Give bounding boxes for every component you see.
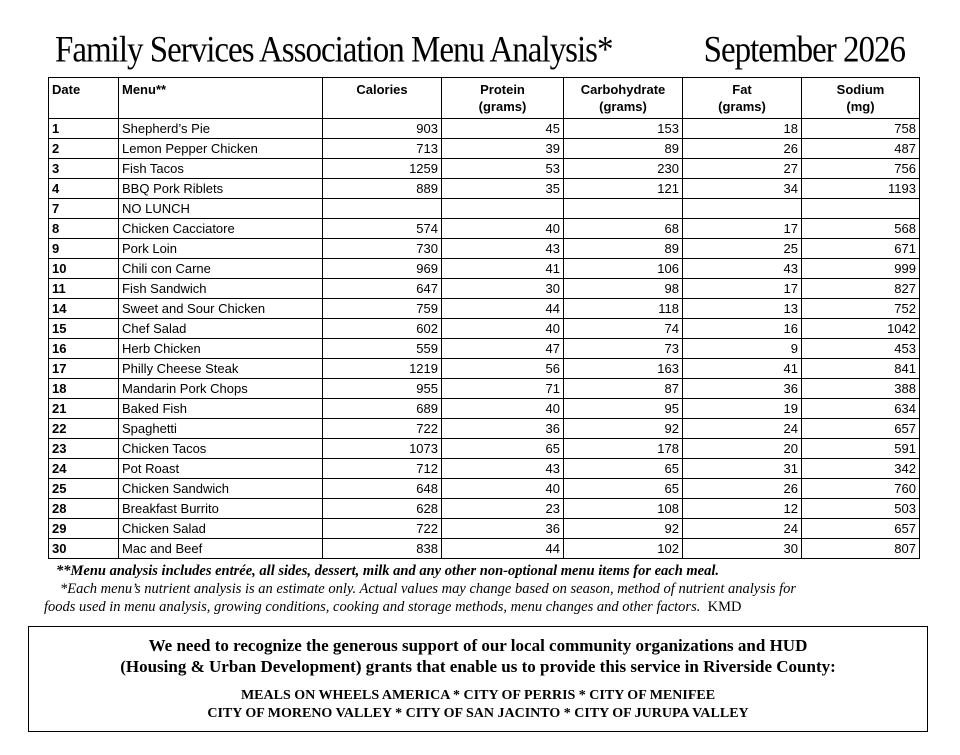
cell-protein: 56 (442, 359, 564, 379)
cell-menu: NO LUNCH (119, 199, 323, 219)
cell-protein: 43 (442, 239, 564, 259)
cell-carbohydrate: 74 (564, 319, 683, 339)
cell-sodium: 807 (802, 539, 920, 559)
cell-calories: 628 (323, 499, 442, 519)
cell-date: 28 (49, 499, 119, 519)
cell-carbohydrate: 87 (564, 379, 683, 399)
support-line-1: We need to recognize the generous support of our local community organizations and HUD (148, 636, 808, 655)
cell-sodium: 487 (802, 139, 920, 159)
cell-carbohydrate: 178 (564, 439, 683, 459)
cell-sodium (802, 199, 920, 219)
month-label: September 2026 (703, 30, 905, 71)
cell-menu: Philly Cheese Steak (119, 359, 323, 379)
table-row (49, 359, 920, 379)
cell-protein: 40 (442, 479, 564, 499)
cell-protein: 40 (442, 399, 564, 419)
cell-date: 18 (49, 379, 119, 399)
header-unit: (grams) (599, 99, 647, 114)
cell-menu: Breakfast Burrito (119, 499, 323, 519)
cell-sodium: 999 (802, 259, 920, 279)
cell-sodium: 752 (802, 299, 920, 319)
table-row (49, 539, 920, 559)
table-row (49, 379, 920, 399)
cell-fat: 17 (683, 279, 802, 299)
cell-calories: 730 (323, 239, 442, 259)
cell-sodium: 657 (802, 519, 920, 539)
cell-menu: Shepherd’s Pie (119, 119, 323, 139)
cell-date: 9 (49, 239, 119, 259)
cell-date: 2 (49, 139, 119, 159)
cell-carbohydrate: 230 (564, 159, 683, 179)
table-row (49, 259, 920, 279)
cell-menu: BBQ Pork Riblets (119, 179, 323, 199)
cell-protein: 44 (442, 299, 564, 319)
cell-protein: 43 (442, 459, 564, 479)
header-label: Carbohydrate (580, 82, 666, 97)
cell-fat: 41 (683, 359, 802, 379)
table-row (49, 219, 920, 239)
cell-protein (442, 199, 564, 219)
cell-protein: 30 (442, 279, 564, 299)
cell-carbohydrate: 118 (564, 299, 683, 319)
cell-sodium: 342 (802, 459, 920, 479)
table-header-row (49, 78, 920, 119)
cell-fat: 25 (683, 239, 802, 259)
support-box (28, 626, 928, 732)
cell-date: 3 (49, 159, 119, 179)
cell-carbohydrate: 95 (564, 399, 683, 419)
estimate-footnote-text: foods used in menu analysis, growing conditions, cooking and storage methods, menu changes and other factors. (44, 599, 701, 615)
cell-calories: 1073 (323, 439, 442, 459)
cell-sodium: 841 (802, 359, 920, 379)
cell-carbohydrate: 89 (564, 139, 683, 159)
cell-calories: 722 (323, 519, 442, 539)
cell-calories: 955 (323, 379, 442, 399)
cell-fat: 18 (683, 119, 802, 139)
cell-calories: 574 (323, 219, 442, 239)
cell-menu: Chili con Carne (119, 259, 323, 279)
cell-date: 17 (49, 359, 119, 379)
cell-date: 4 (49, 179, 119, 199)
cell-menu: Lemon Pepper Chicken (119, 139, 323, 159)
cell-date: 10 (49, 259, 119, 279)
cell-protein: 71 (442, 379, 564, 399)
cell-menu: Chicken Sandwich (119, 479, 323, 499)
table-body (49, 119, 920, 559)
cell-menu: Mandarin Pork Chops (119, 379, 323, 399)
table-row (49, 339, 920, 359)
table-row (49, 459, 920, 479)
sponsor-list-1: MEALS ON WHEELS AMERICA * CITY OF PERRIS * CITY OF MENIFEE (240, 688, 716, 703)
cell-calories: 889 (323, 179, 442, 199)
cell-date: 29 (49, 519, 119, 539)
menu-footnote: **Menu analysis includes entrée, all sides, dessert, milk and any other non-optional menu items for each meal. (56, 563, 720, 579)
cell-date: 15 (49, 319, 119, 339)
cell-calories: 647 (323, 279, 442, 299)
cell-menu: Chicken Cacciatore (119, 219, 323, 239)
cell-calories: 712 (323, 459, 442, 479)
cell-menu: Chicken Salad (119, 519, 323, 539)
cell-date: 11 (49, 279, 119, 299)
cell-protein: 53 (442, 159, 564, 179)
cell-menu: Chef Salad (119, 319, 323, 339)
cell-sodium: 453 (802, 339, 920, 359)
cell-carbohydrate: 153 (564, 119, 683, 139)
cell-sodium: 756 (802, 159, 920, 179)
cell-calories: 903 (323, 119, 442, 139)
cell-calories: 969 (323, 259, 442, 279)
column-header-protein (442, 78, 564, 119)
cell-carbohydrate (564, 199, 683, 219)
cell-date: 8 (49, 219, 119, 239)
cell-fat: 36 (683, 379, 802, 399)
table-row (49, 499, 920, 519)
cell-date: 23 (49, 439, 119, 459)
cell-sodium: 388 (802, 379, 920, 399)
cell-protein: 47 (442, 339, 564, 359)
cell-date: 25 (49, 479, 119, 499)
table-row (49, 199, 920, 219)
cell-menu: Mac and Beef (119, 539, 323, 559)
cell-calories: 713 (323, 139, 442, 159)
author-initials: KMD (707, 599, 742, 615)
cell-protein: 41 (442, 259, 564, 279)
cell-fat: 19 (683, 399, 802, 419)
table-row (49, 419, 920, 439)
cell-fat: 20 (683, 439, 802, 459)
cell-carbohydrate: 89 (564, 239, 683, 259)
cell-fat: 9 (683, 339, 802, 359)
cell-carbohydrate: 92 (564, 519, 683, 539)
cell-calories (323, 199, 442, 219)
cell-fat: 34 (683, 179, 802, 199)
footnotes (44, 562, 924, 616)
cell-date: 21 (49, 399, 119, 419)
cell-calories: 1219 (323, 359, 442, 379)
cell-sodium: 1042 (802, 319, 920, 339)
cell-fat: 27 (683, 159, 802, 179)
column-header-date: Date (49, 78, 119, 119)
column-header-carbohydrate (564, 78, 683, 119)
cell-date: 14 (49, 299, 119, 319)
cell-fat: 26 (683, 139, 802, 159)
cell-date: 7 (49, 199, 119, 219)
cell-calories: 838 (323, 539, 442, 559)
cell-protein: 40 (442, 219, 564, 239)
table-row (49, 319, 920, 339)
cell-calories: 559 (323, 339, 442, 359)
page-header (55, 30, 905, 72)
cell-calories: 648 (323, 479, 442, 499)
header-unit: (grams) (478, 99, 527, 114)
header-label: Protein (480, 82, 525, 97)
cell-date: 30 (49, 539, 119, 559)
cell-carbohydrate: 65 (564, 479, 683, 499)
table-row (49, 239, 920, 259)
cell-fat: 43 (683, 259, 802, 279)
header-label: Fat (732, 82, 752, 97)
cell-sodium: 503 (802, 499, 920, 519)
cell-carbohydrate: 121 (564, 179, 683, 199)
table-row (49, 119, 920, 139)
cell-date: 22 (49, 419, 119, 439)
cell-carbohydrate: 106 (564, 259, 683, 279)
cell-protein: 36 (442, 519, 564, 539)
cell-sodium: 568 (802, 219, 920, 239)
cell-calories: 759 (323, 299, 442, 319)
cell-sodium: 760 (802, 479, 920, 499)
cell-sodium: 1193 (802, 179, 920, 199)
cell-menu: Chicken Tacos (119, 439, 323, 459)
cell-date: 24 (49, 459, 119, 479)
cell-carbohydrate: 68 (564, 219, 683, 239)
cell-sodium: 671 (802, 239, 920, 259)
estimate-footnote-line2 (44, 598, 924, 616)
cell-sodium: 634 (802, 399, 920, 419)
cell-menu: Pot Roast (119, 459, 323, 479)
cell-sodium: 657 (802, 419, 920, 439)
table-row (49, 299, 920, 319)
header-label: Sodium (836, 82, 885, 97)
cell-carbohydrate: 163 (564, 359, 683, 379)
cell-date: 16 (49, 339, 119, 359)
cell-menu: Pork Loin (119, 239, 323, 259)
cell-protein: 23 (442, 499, 564, 519)
cell-calories: 602 (323, 319, 442, 339)
support-line-2: (Housing & Urban Development) grants that enable us to provide this service in Riverside County: (120, 657, 836, 676)
cell-carbohydrate: 102 (564, 539, 683, 559)
table-row (49, 439, 920, 459)
column-header-calories: Calories (323, 78, 442, 119)
table-row (49, 399, 920, 419)
cell-protein: 35 (442, 179, 564, 199)
sponsor-list-2: CITY OF MORENO VALLEY * CITY OF SAN JACINTO * CITY OF JURUPA VALLEY (207, 706, 749, 721)
cell-carbohydrate: 108 (564, 499, 683, 519)
cell-fat: 24 (683, 419, 802, 439)
cell-protein: 45 (442, 119, 564, 139)
cell-sodium: 591 (802, 439, 920, 459)
cell-protein: 65 (442, 439, 564, 459)
cell-fat: 16 (683, 319, 802, 339)
cell-fat: 30 (683, 539, 802, 559)
cell-menu: Fish Tacos (119, 159, 323, 179)
table-row (49, 279, 920, 299)
cell-carbohydrate: 98 (564, 279, 683, 299)
table-row (49, 479, 920, 499)
cell-sodium: 758 (802, 119, 920, 139)
table-row (49, 519, 920, 539)
cell-calories: 689 (323, 399, 442, 419)
cell-protein: 40 (442, 319, 564, 339)
cell-menu: Spaghetti (119, 419, 323, 439)
cell-fat: 31 (683, 459, 802, 479)
cell-fat (683, 199, 802, 219)
cell-menu: Herb Chicken (119, 339, 323, 359)
cell-fat: 24 (683, 519, 802, 539)
cell-protein: 39 (442, 139, 564, 159)
cell-fat: 17 (683, 219, 802, 239)
estimate-footnote-line1: *Each menu’s nutrient analysis is an estimate only. Actual values may change based on season, method of nutrient analysis for (60, 581, 797, 597)
header-unit: (mg) (846, 99, 875, 114)
page-title: Family Services Association Menu Analysis* (55, 30, 613, 71)
header-unit: (grams) (718, 99, 766, 114)
cell-protein: 44 (442, 539, 564, 559)
column-header-fat (683, 78, 802, 119)
cell-sodium: 827 (802, 279, 920, 299)
table-row (49, 179, 920, 199)
column-header-menu: Menu** (119, 78, 323, 119)
cell-fat: 12 (683, 499, 802, 519)
cell-carbohydrate: 65 (564, 459, 683, 479)
cell-fat: 13 (683, 299, 802, 319)
table-row (49, 139, 920, 159)
menu-analysis-table (48, 77, 920, 559)
cell-menu: Sweet and Sour Chicken (119, 299, 323, 319)
cell-date: 1 (49, 119, 119, 139)
cell-carbohydrate: 92 (564, 419, 683, 439)
table-row (49, 159, 920, 179)
cell-calories: 722 (323, 419, 442, 439)
cell-calories: 1259 (323, 159, 442, 179)
column-header-sodium (802, 78, 920, 119)
cell-fat: 26 (683, 479, 802, 499)
cell-menu: Fish Sandwich (119, 279, 323, 299)
cell-protein: 36 (442, 419, 564, 439)
cell-carbohydrate: 73 (564, 339, 683, 359)
cell-menu: Baked Fish (119, 399, 323, 419)
